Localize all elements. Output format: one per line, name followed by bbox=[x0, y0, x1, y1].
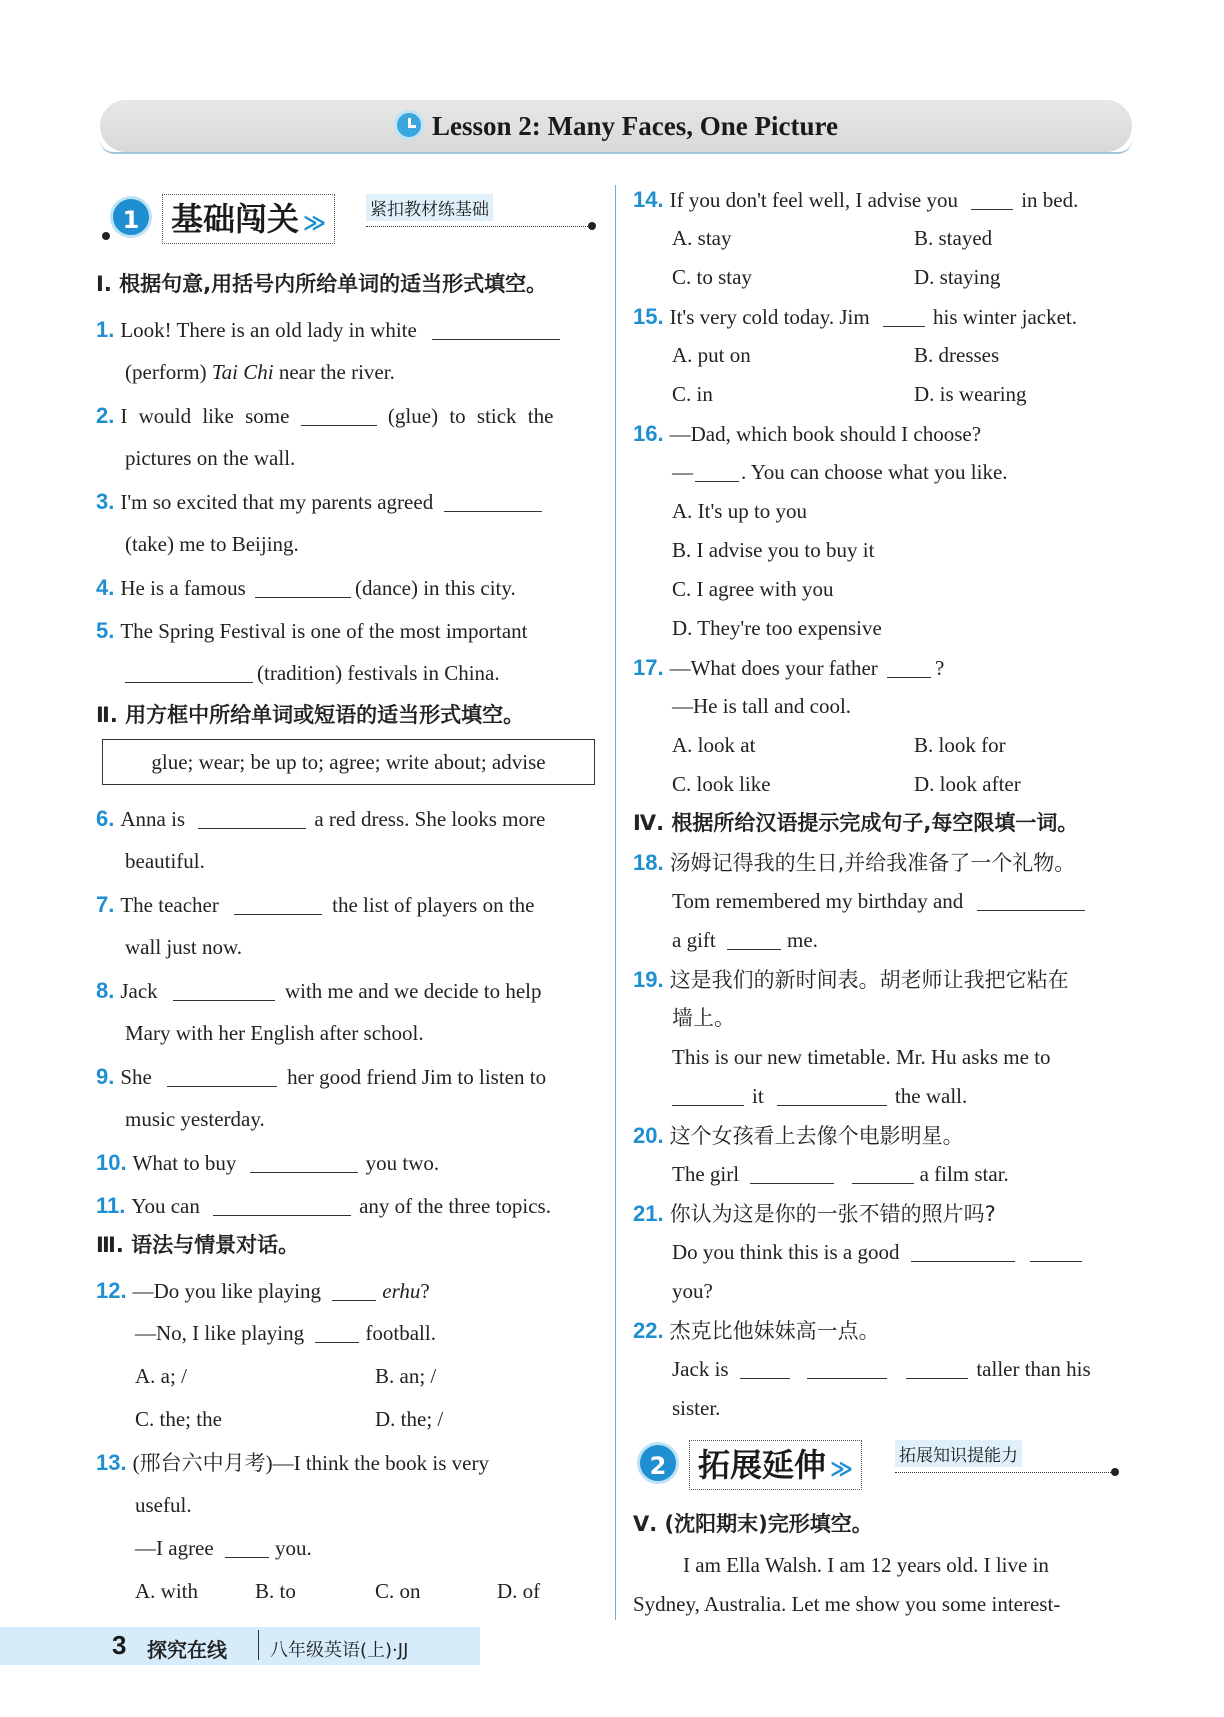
question-19 bbox=[633, 960, 1135, 999]
question-4 bbox=[96, 566, 601, 609]
question-13-c bbox=[96, 1527, 601, 1570]
section-title bbox=[689, 1440, 862, 1490]
part-2-heading: Ⅱ. 用方框中所给单词或短语的适当形式填空。 bbox=[96, 703, 525, 727]
section-tag-line bbox=[366, 226, 588, 227]
answer-blank[interactable] bbox=[167, 1065, 277, 1087]
question-16 bbox=[633, 414, 1135, 453]
question-text: The girl bbox=[672, 1162, 740, 1186]
chevron-icon: ≫ bbox=[303, 211, 327, 236]
question-text-italic: Tai Chi bbox=[211, 360, 274, 384]
question-text-chinese: 你认为这是你的一张不错的照片吗? bbox=[669, 1202, 996, 1226]
section-tag-line bbox=[895, 1472, 1111, 1473]
question-text: pictures on the wall. bbox=[125, 446, 296, 470]
question-13-options bbox=[96, 1570, 601, 1613]
option-a[interactable]: A. It's up to you bbox=[672, 499, 808, 523]
answer-blank[interactable] bbox=[906, 1357, 968, 1379]
question-text: it bbox=[752, 1084, 764, 1108]
question-2 bbox=[96, 394, 601, 437]
section-title-text: 拓展延伸 bbox=[698, 1446, 827, 1484]
question-15 bbox=[633, 297, 1135, 336]
part-4-heading: Ⅳ. 根据所给汉语提示完成句子,每空限填一词。 bbox=[633, 811, 1079, 835]
option-d[interactable]: D. the; / bbox=[375, 1407, 444, 1431]
question-number: 18. bbox=[633, 850, 664, 875]
question-text: (dance) in this city. bbox=[355, 576, 516, 600]
answer-blank[interactable] bbox=[213, 1194, 351, 1216]
word-box: glue; wear; be up to; agree; write about; advise bbox=[102, 739, 595, 785]
section-title-text: 基础闯关 bbox=[171, 200, 300, 238]
question-number: 21. bbox=[633, 1201, 664, 1226]
question-7-cont bbox=[96, 926, 601, 969]
question-13 bbox=[96, 1441, 601, 1484]
question-text: ? bbox=[935, 656, 945, 680]
option-d[interactable]: D. is wearing bbox=[914, 382, 1027, 406]
question-text: his winter jacket. bbox=[932, 305, 1078, 329]
question-19-a: This is our new timetable. Mr. Hu asks me to bbox=[672, 1045, 1051, 1069]
option-c[interactable]: C. look like bbox=[672, 772, 771, 796]
answer-blank[interactable] bbox=[315, 1321, 359, 1343]
question-5-cont bbox=[96, 652, 601, 695]
answer-blank[interactable] bbox=[125, 661, 253, 683]
question-text: a gift bbox=[672, 928, 716, 952]
answer-blank[interactable] bbox=[225, 1536, 269, 1558]
question-22-b: sister. bbox=[672, 1396, 721, 1420]
question-text: you. bbox=[274, 1536, 312, 1560]
answer-blank[interactable] bbox=[911, 1240, 1015, 1262]
question-text: useful. bbox=[135, 1493, 192, 1517]
part-1-heading: Ⅰ. 根据句意,用括号内所给单词的适当形式填空。 bbox=[96, 272, 548, 296]
question-number: 1. bbox=[96, 317, 115, 342]
page-number: 3 bbox=[112, 1630, 127, 1660]
answer-blank[interactable] bbox=[198, 807, 306, 829]
question-17-options-row1 bbox=[633, 726, 1135, 765]
option-b[interactable]: B. stayed bbox=[914, 226, 993, 250]
question-text: Do you think this is a good bbox=[672, 1240, 900, 1264]
question-text: beautiful. bbox=[125, 849, 205, 873]
answer-blank[interactable] bbox=[332, 1279, 376, 1301]
question-text: (take) me to Beijing. bbox=[125, 532, 299, 556]
question-number: 17. bbox=[633, 655, 664, 680]
question-text: — bbox=[672, 460, 693, 484]
question-number: 10. bbox=[96, 1150, 127, 1175]
option-a[interactable]: A. with bbox=[135, 1579, 198, 1603]
section-end-dot bbox=[588, 222, 596, 230]
answer-blank[interactable] bbox=[852, 1162, 914, 1184]
question-16-b bbox=[633, 453, 1135, 492]
right-column bbox=[633, 180, 1135, 1624]
question-text: me. bbox=[786, 928, 818, 952]
question-text: (tradition) festivals in China. bbox=[257, 661, 500, 685]
question-number: 20. bbox=[633, 1123, 664, 1148]
passage-line-1: I am Ella Walsh. I am 12 years old. I live in bbox=[683, 1553, 1049, 1577]
question-text: I would like some bbox=[120, 404, 290, 428]
option-d[interactable]: D. They're too expensive bbox=[672, 616, 882, 640]
question-number: 22. bbox=[633, 1318, 664, 1343]
answer-blank[interactable] bbox=[807, 1357, 887, 1379]
question-text: ? bbox=[420, 1279, 430, 1303]
question-text: music yesterday. bbox=[125, 1107, 265, 1131]
answer-blank[interactable] bbox=[301, 404, 377, 426]
question-number: 3. bbox=[96, 489, 115, 514]
question-text: in bed. bbox=[1021, 188, 1079, 212]
lesson-title-text: Lesson 2: Many Faces, One Picture bbox=[432, 111, 838, 141]
section-1-header bbox=[96, 186, 601, 256]
question-number: 14. bbox=[633, 187, 664, 212]
question-3 bbox=[96, 480, 601, 523]
question-number: 4. bbox=[96, 575, 115, 600]
question-number: 12. bbox=[96, 1278, 127, 1303]
question-text: wall just now. bbox=[125, 935, 243, 959]
option-b[interactable]: B. I advise you to buy it bbox=[672, 538, 875, 562]
answer-blank[interactable] bbox=[250, 1151, 358, 1173]
question-number: 16. bbox=[633, 421, 664, 446]
question-15-options-row2 bbox=[633, 375, 1135, 414]
question-text: —Dad, which book should I choose? bbox=[669, 422, 982, 446]
question-12-b bbox=[96, 1312, 601, 1355]
question-19-b bbox=[633, 1077, 1135, 1116]
question-text: a red dress. She looks more bbox=[314, 807, 546, 831]
question-17 bbox=[633, 648, 1135, 687]
question-21 bbox=[633, 1194, 1135, 1233]
part-3-heading: Ⅲ. 语法与情景对话。 bbox=[96, 1233, 300, 1257]
section-2-header bbox=[633, 1432, 1135, 1496]
question-text-italic: erhu bbox=[382, 1279, 421, 1303]
option-a[interactable]: A. a; / bbox=[135, 1364, 187, 1388]
option-d[interactable]: D. staying bbox=[914, 265, 1001, 289]
question-text: her good friend Jim to listen to bbox=[287, 1065, 547, 1089]
footer-book-title: 八年级英语(上)·JJ bbox=[270, 1640, 409, 1661]
answer-blank[interactable] bbox=[977, 889, 1085, 911]
question-text-chinese: 这个女孩看上去像个电影明星。 bbox=[669, 1124, 964, 1148]
footer-separator bbox=[258, 1630, 259, 1660]
question-6 bbox=[96, 797, 601, 840]
question-text: The teacher bbox=[120, 893, 219, 917]
question-number: 8. bbox=[96, 978, 115, 1003]
option-c[interactable]: C. to stay bbox=[672, 265, 752, 289]
option-c[interactable]: C. in bbox=[672, 382, 713, 406]
question-text: (glue) to stick the bbox=[387, 404, 554, 428]
question-18 bbox=[633, 843, 1135, 882]
answer-blank[interactable] bbox=[971, 188, 1013, 210]
part-5-heading: Ⅴ. (沈阳期末)完形填空。 bbox=[633, 1512, 873, 1536]
option-b[interactable]: B. look for bbox=[914, 733, 1006, 757]
question-text: a film star. bbox=[919, 1162, 1009, 1186]
question-text: —I agree bbox=[135, 1536, 214, 1560]
question-text-chinese: 这是我们的新时间表。胡老师让我把它粘在 bbox=[669, 968, 1069, 992]
question-number: 7. bbox=[96, 892, 115, 917]
question-10 bbox=[96, 1141, 601, 1184]
left-column bbox=[96, 186, 601, 1613]
question-18-a bbox=[633, 882, 1135, 921]
question-text: . You can choose what you like. bbox=[741, 460, 1008, 484]
question-8 bbox=[96, 969, 601, 1012]
question-22 bbox=[633, 1311, 1135, 1350]
banner-underline bbox=[100, 140, 1132, 154]
question-text: The Spring Festival is one of the most important bbox=[120, 619, 528, 643]
question-text: (perform) bbox=[125, 360, 212, 384]
question-text: football. bbox=[365, 1321, 436, 1345]
question-number: 11. bbox=[96, 1193, 126, 1218]
option-d[interactable]: D. look after bbox=[914, 772, 1021, 796]
option-c[interactable]: C. I agree with you bbox=[672, 577, 834, 601]
option-d[interactable]: D. of bbox=[497, 1579, 541, 1603]
question-text: It's very cold today. Jim bbox=[669, 305, 870, 329]
answer-blank[interactable] bbox=[695, 460, 739, 482]
question-21-a bbox=[633, 1233, 1135, 1272]
question-number: 19. bbox=[633, 967, 664, 992]
answer-blank[interactable] bbox=[173, 979, 275, 1001]
clock-icon bbox=[394, 110, 424, 140]
question-1 bbox=[96, 308, 601, 351]
question-14-options-row2 bbox=[633, 258, 1135, 297]
question-text: Tom remembered my birthday and bbox=[672, 889, 964, 913]
question-3-cont bbox=[96, 523, 601, 566]
question-13-b bbox=[96, 1484, 601, 1527]
section-tag: 紧扣教材练基础 bbox=[366, 194, 493, 221]
option-a[interactable]: A. put on bbox=[672, 343, 751, 367]
chevron-icon: ≫ bbox=[830, 1457, 854, 1482]
answer-blank[interactable] bbox=[777, 1084, 887, 1106]
question-number: 2. bbox=[96, 403, 115, 428]
question-text: you two. bbox=[365, 1151, 440, 1175]
question-9 bbox=[96, 1055, 601, 1098]
answer-blank[interactable] bbox=[234, 893, 322, 915]
answer-blank[interactable] bbox=[444, 490, 542, 512]
question-text: (邢台六中月考)—I think the book is very bbox=[132, 1451, 489, 1475]
section-title bbox=[162, 194, 335, 244]
question-text: What to buy bbox=[132, 1151, 237, 1175]
question-text: If you don't feel well, I advise you bbox=[669, 188, 958, 212]
option-a[interactable]: A. look at bbox=[672, 733, 756, 757]
question-17-options-row2 bbox=[633, 765, 1135, 804]
question-text: —What does your father bbox=[669, 656, 878, 680]
question-number: 13. bbox=[96, 1450, 127, 1475]
question-text: Anna is bbox=[120, 807, 186, 831]
question-7 bbox=[96, 883, 601, 926]
question-17-b: —He is tall and cool. bbox=[672, 694, 852, 718]
option-c[interactable]: C. the; the bbox=[135, 1407, 222, 1431]
question-1-cont bbox=[96, 351, 601, 394]
section-number: 1 bbox=[110, 196, 152, 238]
question-14-options-row1 bbox=[633, 219, 1135, 258]
question-19-zh2: 墙上。 bbox=[672, 1006, 735, 1030]
question-21-b: you? bbox=[672, 1279, 713, 1303]
question-number: 9. bbox=[96, 1064, 115, 1089]
question-11 bbox=[96, 1184, 601, 1227]
question-12-options-row2 bbox=[96, 1398, 601, 1441]
option-a[interactable]: A. stay bbox=[672, 226, 732, 250]
option-b[interactable]: B. dresses bbox=[914, 343, 1000, 367]
question-number: 15. bbox=[633, 304, 664, 329]
question-text-chinese: 汤姆记得我的生日,并给我准备了一个礼物。 bbox=[669, 851, 1076, 875]
lesson-title bbox=[100, 110, 1132, 142]
question-14 bbox=[633, 180, 1135, 219]
question-text: with me and we decide to help bbox=[284, 979, 542, 1003]
question-20 bbox=[633, 1116, 1135, 1155]
option-b[interactable]: B. an; / bbox=[375, 1364, 437, 1388]
question-5 bbox=[96, 609, 601, 652]
answer-blank[interactable] bbox=[255, 576, 351, 598]
question-text: —No, I like playing bbox=[135, 1321, 305, 1345]
section-number: 2 bbox=[637, 1442, 679, 1484]
question-9-cont bbox=[96, 1098, 601, 1141]
question-22-a bbox=[633, 1350, 1135, 1389]
question-text: —Do you like playing bbox=[132, 1279, 321, 1303]
question-text: taller than his bbox=[976, 1357, 1091, 1381]
question-text: Jack is bbox=[672, 1357, 729, 1381]
question-12 bbox=[96, 1269, 601, 1312]
answer-blank[interactable] bbox=[740, 1357, 790, 1379]
answer-blank[interactable] bbox=[1030, 1240, 1082, 1262]
section-end-dot bbox=[1111, 1468, 1119, 1476]
footer-brand: 探究在线 bbox=[147, 1638, 227, 1662]
answer-blank[interactable] bbox=[672, 1084, 744, 1106]
passage-line-2: Sydney, Australia. Let me show you some interest- bbox=[633, 1592, 1061, 1616]
answer-blank[interactable] bbox=[887, 656, 931, 678]
option-b[interactable]: B. to bbox=[255, 1579, 296, 1603]
question-text: any of the three topics. bbox=[359, 1194, 551, 1218]
question-18-b bbox=[633, 921, 1135, 960]
option-c[interactable]: C. on bbox=[375, 1579, 421, 1603]
question-number: 5. bbox=[96, 618, 115, 643]
question-text: near the river. bbox=[273, 360, 395, 384]
answer-blank[interactable] bbox=[432, 318, 560, 340]
section-tag: 拓展知识提能力 bbox=[895, 1440, 1022, 1467]
question-text: Mary with her English after school. bbox=[125, 1021, 424, 1045]
question-text: Look! There is an old lady in white bbox=[120, 318, 417, 342]
question-text: He is a famous bbox=[120, 576, 246, 600]
answer-blank[interactable] bbox=[750, 1162, 834, 1184]
question-20-a bbox=[633, 1155, 1135, 1194]
question-number: 6. bbox=[96, 806, 115, 831]
question-6-cont bbox=[96, 840, 601, 883]
question-text: the wall. bbox=[894, 1084, 968, 1108]
question-8-cont bbox=[96, 1012, 601, 1055]
question-text: Jack bbox=[120, 979, 158, 1003]
question-2-cont bbox=[96, 437, 601, 480]
question-text: You can bbox=[131, 1194, 200, 1218]
question-text: She bbox=[120, 1065, 152, 1089]
column-divider bbox=[615, 185, 616, 1620]
answer-blank[interactable] bbox=[883, 305, 925, 327]
question-15-options-row1 bbox=[633, 336, 1135, 375]
section-dot bbox=[102, 232, 110, 240]
question-text: the list of players on the bbox=[332, 893, 535, 917]
question-text-chinese: 杰克比他妹妹高一点。 bbox=[669, 1319, 880, 1343]
answer-blank[interactable] bbox=[727, 928, 781, 950]
question-text: I'm so excited that my parents agreed bbox=[120, 490, 434, 514]
question-12-options-row1 bbox=[96, 1355, 601, 1398]
